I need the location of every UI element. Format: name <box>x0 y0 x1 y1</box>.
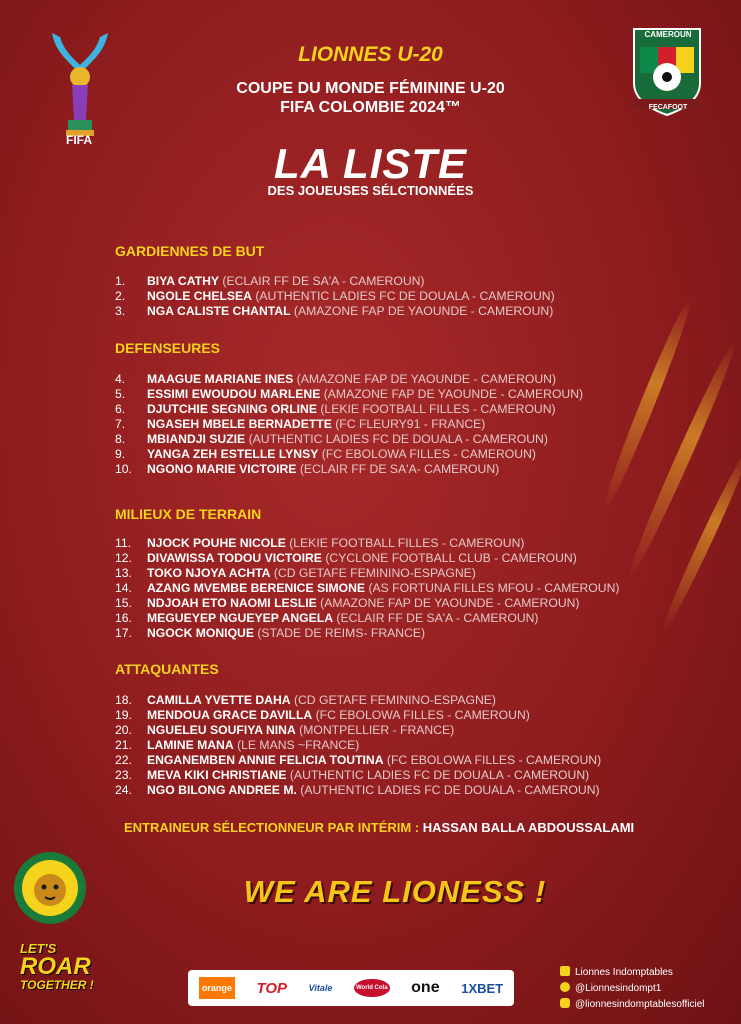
instagram-handle: @lionnesindomptablesofficiel <box>575 999 705 1010</box>
player-name: ESSIMI EWOUDOU MARLENE <box>147 387 321 401</box>
twitter-link[interactable] <box>560 981 705 997</box>
roar-line-3: TOGETHER ! <box>20 978 94 992</box>
federation-abbr: FECAFOOT <box>648 104 688 111</box>
facebook-link[interactable] <box>560 965 705 981</box>
player-number: 15. <box>115 596 132 610</box>
instagram-icon <box>560 998 570 1008</box>
player-name: NGO BILONG ANDREE M. <box>147 783 297 797</box>
facebook-handle: Lionnes Indomptables <box>575 967 673 978</box>
player-name: NDJOAH ETO NAOMI LESLIE <box>147 596 317 610</box>
claw-mark-1 <box>597 296 696 514</box>
player-name: NGASEH MBELE BERNADETTE <box>147 417 332 431</box>
player-number: 22. <box>115 753 132 767</box>
list-item <box>115 304 555 319</box>
social-links <box>560 965 705 1013</box>
player-club: (CD GETAFE FEMININO-ESPAGNE) <box>293 693 496 707</box>
player-name: BIYA CATHY <box>147 274 220 288</box>
list-item <box>115 274 555 289</box>
list-item <box>115 417 583 432</box>
player-club: (AMAZONE FAP DE YAOUNDE - CAMEROUN) <box>320 596 580 610</box>
player-name: DIVAWISSA TODOU VICTOIRE <box>147 551 322 565</box>
player-number: 11. <box>115 536 132 550</box>
fifa-label: FIFA <box>66 133 92 147</box>
player-name: NGA CALISTE CHANTAL <box>147 304 291 318</box>
player-number: 17. <box>115 626 132 640</box>
twitter-handle: @Lionnesindompt1 <box>575 983 662 994</box>
sponsor-1xbet: 1XBET <box>461 980 504 996</box>
list-item <box>115 432 583 447</box>
coach-name: HASSAN BALLA ABDOUSSALAMI <box>422 820 635 835</box>
player-club: (FC EBOLOWA FILLES - CAMEROUN) <box>386 753 602 767</box>
sponsor-world-cola: World Cola <box>354 979 390 997</box>
player-name: MENDOUA GRACE DAVILLA <box>147 708 313 722</box>
list-item <box>115 372 583 387</box>
section-title-forwards: ATTAQUANTES <box>115 661 219 677</box>
slogan: WE ARE LIONESS ! <box>243 874 547 909</box>
player-name: MEGUEYEP NGUEYEP ANGELA <box>147 611 334 625</box>
player-club: (AS FORTUNA FILLES MFOU - CAMEROUN) <box>368 581 620 595</box>
list-item <box>115 566 619 581</box>
player-club: (FC EBOLOWA FILLES - CAMEROUN) <box>315 708 530 722</box>
forwards-list <box>115 693 601 798</box>
player-club: (LEKIE FOOTBALL FILLES - CAMEROUN) <box>289 536 525 550</box>
list-item <box>115 768 601 783</box>
player-name: AZANG MVEMBE BERENICE SIMONE <box>147 581 366 595</box>
section-title-midfielders: MILIEUX DE TERRAIN <box>115 506 262 522</box>
list-item <box>115 738 601 753</box>
team-title: LIONNES U-20 <box>298 43 443 66</box>
twitter-icon <box>560 982 570 992</box>
player-club: (FC EBOLOWA FILLES - CAMEROUN) <box>321 447 536 461</box>
list-item <box>115 289 555 304</box>
player-number: 10. <box>115 462 132 476</box>
player-name: NJOCK POUHE NICOLE <box>147 536 286 550</box>
list-item <box>115 596 619 611</box>
player-number: 12. <box>115 551 132 565</box>
player-number: 14. <box>115 581 132 595</box>
player-club: (AUTHENTIC LADIES FC DE DOUALA - CAMEROUN) <box>300 783 600 797</box>
player-name: MBIANDJI SUZIE <box>147 432 246 446</box>
player-name: NGOLE CHELSEA <box>147 289 252 303</box>
player-number: 20. <box>115 723 132 737</box>
player-club: (ECLAIR FF DE SA'A- CAMEROUN) <box>299 462 500 476</box>
player-number: 19. <box>115 708 132 722</box>
sponsor-vitale: Vitale <box>308 983 333 993</box>
player-club: (STADE DE REIMS- FRANCE) <box>257 626 426 640</box>
player-name: LAMINE MANA <box>147 738 234 752</box>
facebook-icon <box>560 966 570 976</box>
player-club: (AUTHENTIC LADIES FC DE DOUALA - CAMEROUN) <box>255 289 555 303</box>
sponsor-top: TOP <box>256 979 288 997</box>
player-number: 6. <box>115 402 126 416</box>
player-club: (ECLAIR FF DE SA'A - CAMEROUN) <box>222 274 425 288</box>
section-title-goalkeepers: GARDIENNES DE BUT <box>115 243 265 259</box>
list-item <box>115 387 583 402</box>
list-item <box>115 626 619 641</box>
player-club: (AMAZONE FAP DE YAOUNDE - CAMEROUN) <box>293 304 554 318</box>
player-club: (MONTPELLIER - FRANCE) <box>299 723 455 737</box>
list-item <box>115 611 619 626</box>
list-item <box>115 783 601 798</box>
player-club: (AUTHENTIC LADIES FC DE DOUALA - CAMEROUN) <box>248 432 548 446</box>
player-number: 13. <box>115 566 132 580</box>
player-number: 8. <box>115 432 126 446</box>
claw-mark-2 <box>623 338 741 581</box>
player-name: DJUTCHIE SEGNING ORLINE <box>147 402 317 416</box>
player-name: ENGANEMBEN ANNIE FELICIA TOUTINA <box>147 753 384 767</box>
sponsor-orange: orange <box>199 977 235 999</box>
player-club: (LE MANS ~FRANCE) <box>237 738 360 752</box>
list-item <box>115 693 601 708</box>
player-club: (AMAZONE FAP DE YAOUNDE - CAMEROUN) <box>296 372 557 386</box>
player-name: MAAGUE MARIANE INES <box>147 372 294 386</box>
list-item <box>115 581 619 596</box>
player-number: 4. <box>115 372 126 386</box>
competition-line-2: FIFA COLOMBIE 2024™ <box>280 99 461 116</box>
list-item <box>115 447 583 462</box>
competition-line-1: COUPE DU MONDE FÉMININE U-20 <box>236 80 505 97</box>
coach-line <box>124 820 634 835</box>
list-item <box>115 536 619 551</box>
player-club: (CYCLONE FOOTBALL CLUB - CAMEROUN) <box>325 551 577 565</box>
player-name: TOKO NJOYA ACHTA <box>147 566 271 580</box>
player-number: 21. <box>115 738 132 752</box>
defenders-list <box>115 372 583 477</box>
player-name: YANGA ZEH ESTELLE LYNSY <box>147 447 319 461</box>
player-number: 23. <box>115 768 132 782</box>
player-club: (CD GETAFE FEMININO-ESPAGNE) <box>273 566 476 580</box>
player-club: (LEKIE FOOTBALL FILLES - CAMEROUN) <box>320 402 556 416</box>
list-item <box>115 708 601 723</box>
player-name: NGONO MARIE VICTOIRE <box>147 462 297 476</box>
player-number: 2. <box>115 289 126 303</box>
player-name: NGUELEU SOUFIYA NINA <box>147 723 296 737</box>
list-item <box>115 753 601 768</box>
player-club: (FC FLEURY91 - FRANCE) <box>335 417 486 431</box>
player-number: 9. <box>115 447 126 461</box>
instagram-link[interactable] <box>560 997 705 1013</box>
player-number: 16. <box>115 611 132 625</box>
lets-roar-together <box>20 942 120 991</box>
list-title: LA LISTE <box>273 140 468 187</box>
player-number: 18. <box>115 693 132 707</box>
roar-line-2: ROAR <box>20 953 91 980</box>
player-club: (AUTHENTIC LADIES FC DE DOUALA - CAMEROUN) <box>289 768 590 782</box>
player-name: MEVA KIKI CHRISTIANE <box>147 768 287 782</box>
list-subtitle: DES JOUEUSES SÉLCTIONNÉES <box>267 183 474 198</box>
sponsor-one: one <box>411 979 440 996</box>
sponsor-bar <box>188 970 514 1006</box>
roar-line-1: LET'S <box>20 941 57 956</box>
coach-label: ENTRAINEUR SÉLECTIONNEUR PAR INTÉRIM : <box>124 820 420 835</box>
player-club: (ECLAIR FF DE SA'A - CAMEROUN) <box>336 611 539 625</box>
competition-title <box>0 79 741 117</box>
goalkeepers-list <box>115 274 555 319</box>
player-number: 5. <box>115 387 126 401</box>
player-number: 7. <box>115 417 126 431</box>
list-item <box>115 723 601 738</box>
list-item <box>115 551 619 566</box>
player-name: CAMILLA YVETTE DAHA <box>147 693 291 707</box>
player-name: NGOCK MONIQUE <box>147 626 254 640</box>
list-item <box>115 402 583 417</box>
list-item <box>115 462 583 477</box>
section-title-defenders: DEFENSEURES <box>115 340 221 356</box>
federation-label: CAMEROUN <box>644 30 692 39</box>
player-number: 1. <box>115 274 126 288</box>
player-number: 3. <box>115 304 126 318</box>
player-club: (AMAZONE FAP DE YAOUNDE - CAMEROUN) <box>323 387 584 401</box>
lion-badge-icon <box>12 850 88 926</box>
player-number: 24. <box>115 783 132 797</box>
midfielders-list <box>115 536 619 641</box>
